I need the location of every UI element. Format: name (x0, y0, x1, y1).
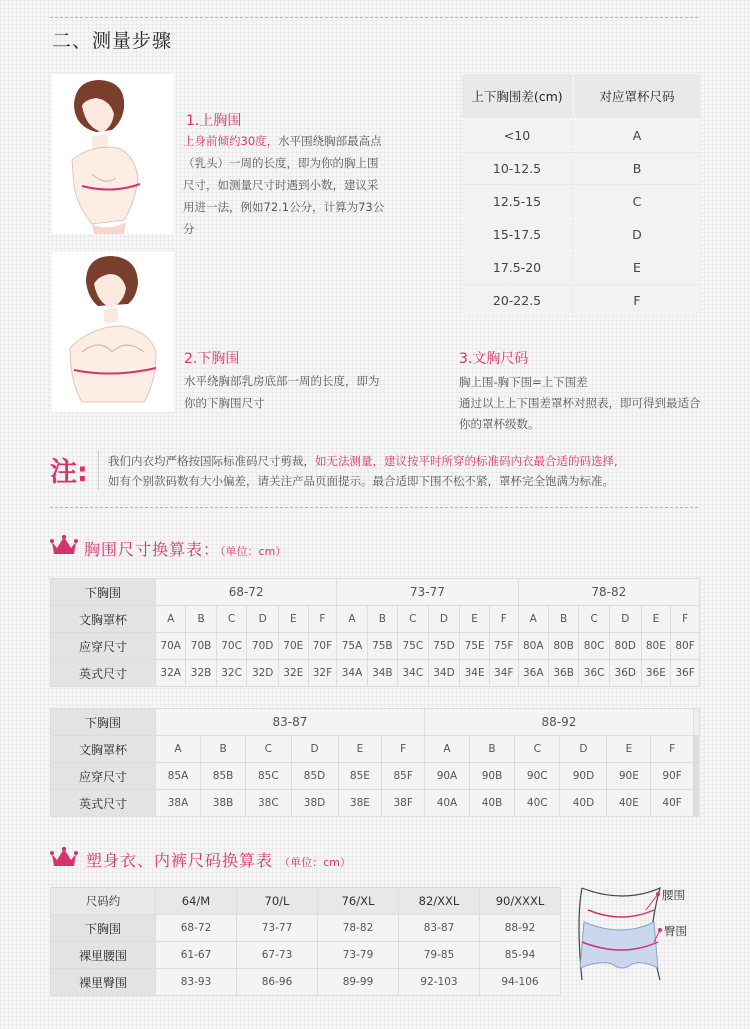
table-cell: A (156, 736, 200, 762)
table-cell: C (217, 606, 247, 632)
step1-text-highlight: 上身前倾约30度， (183, 134, 279, 148)
table-row (51, 763, 699, 789)
table-cell: 36A (519, 660, 548, 686)
table-cell: 34A (337, 660, 366, 686)
table-cell: 75F (490, 633, 518, 659)
column-header: 90/XXXL (480, 888, 560, 914)
table-cell: 80A (519, 633, 548, 659)
table-cell: F (651, 736, 693, 762)
note-text (108, 451, 708, 491)
bra-size-table-2 (50, 708, 700, 817)
table-cell: 32C (217, 660, 247, 686)
table-cell: 85-94 (480, 942, 560, 968)
table-cell: C (574, 186, 700, 217)
step2-text: 水平绕胸部乳房底部一周的长度，即为你的下胸围尺寸 (184, 374, 380, 410)
waist-label: 腰围 (662, 888, 685, 902)
crown-icon-svg-2 (50, 846, 78, 868)
table-cell: 85C (246, 763, 290, 789)
group-header: 83-87 (156, 709, 424, 735)
bra-table-title-text: 胸围尺寸换算表： (84, 540, 221, 559)
crown-icon (50, 534, 78, 560)
table-cell: 36E (642, 660, 671, 686)
table-cell: 67-73 (237, 942, 317, 968)
section-title: 二、测量步骤 (52, 30, 173, 52)
table-cell: A (425, 736, 469, 762)
table-cell: E (339, 736, 382, 762)
table-cell: D (610, 606, 641, 632)
row-label: 应穿尺寸 (51, 633, 155, 659)
table-cell: 15-17.5 (462, 219, 572, 250)
table-cell: 90A (425, 763, 469, 789)
table-cell: 75D (429, 633, 460, 659)
table-cell: 85D (292, 763, 338, 789)
row-label: 应穿尺寸 (51, 763, 155, 789)
table-cell: F (382, 736, 424, 762)
table-cell: E (642, 606, 671, 632)
table-cell: 75C (398, 633, 428, 659)
table-cell: 70F (309, 633, 337, 659)
upper-bust-illustration (52, 74, 174, 234)
table-cell: 85B (201, 763, 245, 789)
row-label: 英式尺寸 (51, 790, 155, 816)
table-cell: 83-87 (399, 915, 479, 941)
step2-title: 2.下胸围 (184, 351, 240, 367)
table-cell: 83-93 (156, 969, 236, 995)
table-cell: 38A (156, 790, 200, 816)
table-cell: 70A (156, 633, 185, 659)
table-cell: 85A (156, 763, 200, 789)
column-header: 64/M (156, 888, 236, 914)
bra-table-unit: （单位：cm） (220, 545, 287, 558)
table-cell: 40D (560, 790, 606, 816)
shapewear-size-table (50, 887, 561, 996)
table-row (462, 285, 700, 316)
table-cell: A (156, 606, 185, 632)
table-cell: D (247, 606, 278, 632)
table-row (462, 252, 700, 283)
table-cell: 34B (368, 660, 397, 686)
hip-label: 臀围 (664, 924, 687, 938)
underwear-diagram (572, 880, 712, 994)
table-cell: 75E (460, 633, 489, 659)
table-row (462, 153, 700, 184)
table-cell: 94-106 (480, 969, 560, 995)
group-header: 78-82 (519, 579, 699, 605)
table-cell: 79-85 (399, 942, 479, 968)
table-cell: 38D (292, 790, 338, 816)
table-cell: 32E (279, 660, 308, 686)
table-cell: 34D (429, 660, 460, 686)
table-cell: C (515, 736, 559, 762)
table-cell: 73-77 (237, 915, 317, 941)
table-cell: C (246, 736, 290, 762)
table-cell: 10-12.5 (462, 153, 572, 184)
row-label: 下胸围 (51, 579, 155, 605)
table-row (51, 579, 699, 605)
table-cell: A (574, 120, 700, 151)
table-cell: 90B (470, 763, 514, 789)
row-label: 英式尺寸 (51, 660, 155, 686)
row-label: 尺码约 (51, 888, 155, 914)
table-cell: B (549, 606, 578, 632)
note-line2: 如有个别款码数有大小偏差，请关注产品页面提示。最合适即下围不松不紧，罩杯完全饱满为标准。 (108, 474, 614, 488)
bra-table-2-wrap (50, 708, 700, 817)
table-cell: 75A (337, 633, 366, 659)
table-cell: 32F (309, 660, 337, 686)
step3-line2: 通过以上上下围差罩杯对照表，即可得到最适合你的罩杯级数。 (459, 396, 701, 431)
table-cell: 40E (607, 790, 650, 816)
table-cell: 90C (515, 763, 559, 789)
step3-title: 3.文胸尺码 (459, 351, 529, 367)
empty-cell (694, 709, 699, 735)
shape-table-title-text: 塑身衣、内裤尺码换算表 (86, 851, 274, 870)
table-row (51, 736, 699, 762)
table-cell: B (574, 153, 700, 184)
table-cell: 70B (186, 633, 215, 659)
table-cell: D (292, 736, 338, 762)
table-cell: 36F (671, 660, 699, 686)
table-cell: 80D (610, 633, 641, 659)
table-cell: 70D (247, 633, 278, 659)
woman-illustration (52, 74, 174, 234)
table-cell: 89-99 (318, 969, 398, 995)
woman-illustration-2 (52, 252, 174, 412)
table-cell: F (490, 606, 518, 632)
row-label: 下胸围 (51, 709, 155, 735)
table-cell: B (201, 736, 245, 762)
step1-title: 1.上胸围 (186, 113, 242, 129)
shape-table-wrap (50, 887, 561, 996)
table-cell: 78-82 (318, 915, 398, 941)
table-cell: A (337, 606, 366, 632)
table-cell: D (560, 736, 606, 762)
table-cell: 40C (515, 790, 559, 816)
table-cell: 90D (560, 763, 606, 789)
step1-text-body: 水平围绕胸部最高点（乳头）一周的长度，即为你的胸上围尺寸，如测量尺寸时遇到小数，建议采用进一法，例如72.1公分，计算为73公分 (183, 134, 385, 236)
group-header: 73-77 (337, 579, 517, 605)
table-cell: <10 (462, 120, 572, 151)
note-mark: 注: (50, 457, 88, 488)
table-cell: D (574, 219, 700, 250)
step1-text (183, 130, 389, 240)
table-cell: D (429, 606, 460, 632)
table-cell: 92-103 (399, 969, 479, 995)
row-label: 裸里腰围 (51, 942, 155, 968)
note-part2: 如无法测量，建议按平时所穿的标准码内衣最合适的码选择, (315, 454, 618, 468)
table-cell: 36B (549, 660, 578, 686)
table-cell: A (519, 606, 548, 632)
crown-icon-svg (50, 534, 78, 556)
table-row (462, 120, 700, 151)
table-cell: 34E (460, 660, 489, 686)
table-cell: 70E (279, 633, 308, 659)
table-cell: E (607, 736, 650, 762)
table-cell: 34F (490, 660, 518, 686)
crown-icon (50, 846, 78, 872)
bra-table-1-wrap (50, 578, 700, 687)
table-row (51, 709, 699, 735)
table-row (51, 606, 699, 632)
table-cell: 86-96 (237, 969, 317, 995)
cup-table-header-cup: 对应罩杯尺码 (574, 74, 700, 118)
table-cell: 20-22.5 (462, 285, 572, 316)
table-cell: 85E (339, 763, 382, 789)
table-cell: F (671, 606, 699, 632)
row-label: 下胸围 (51, 915, 155, 941)
row-label: 文胸罩杯 (51, 736, 155, 762)
table-cell: 36D (610, 660, 641, 686)
table-row (51, 888, 560, 914)
table-cell: 12.5-15 (462, 186, 572, 217)
note-divider (98, 450, 99, 490)
table-cell: 70C (217, 633, 247, 659)
table-cell: F (309, 606, 337, 632)
table-row (51, 915, 560, 941)
bra-size-table-1 (50, 578, 700, 687)
table-cell: 68-72 (156, 915, 236, 941)
bra-table-title (84, 537, 286, 560)
table-cell: 80E (642, 633, 671, 659)
table-cell: B (186, 606, 215, 632)
table-row (462, 219, 700, 250)
row-label: 裸里臀围 (51, 969, 155, 995)
underwear-diagram-svg (572, 880, 712, 990)
table-cell: 36C (579, 660, 609, 686)
table-row (51, 660, 699, 686)
table-cell: 32D (247, 660, 278, 686)
table-cell: 80F (671, 633, 699, 659)
mid-divider (50, 507, 698, 508)
under-bust-illustration (52, 252, 174, 412)
table-cell: 88-92 (480, 915, 560, 941)
table-cell: 32A (156, 660, 185, 686)
shape-table-unit: （单位：cm） (279, 856, 351, 869)
table-cell: E (460, 606, 489, 632)
table-row (462, 186, 700, 217)
table-cell: F (574, 285, 700, 316)
table-cell: 90F (651, 763, 693, 789)
table-row (51, 942, 560, 968)
table-cell: E (574, 252, 700, 283)
table-cell: 38E (339, 790, 382, 816)
table-cell: 40A (425, 790, 469, 816)
table-cell: 38B (201, 790, 245, 816)
column-header: 82/XXL (399, 888, 479, 914)
table-cell: B (368, 606, 397, 632)
table-row (51, 969, 560, 995)
table-cell: 75B (368, 633, 397, 659)
cup-size-table (460, 72, 702, 318)
shape-table-title (86, 848, 351, 871)
table-cell: E (279, 606, 308, 632)
cup-table-header-diff: 上下胸围差(cm) (462, 74, 572, 118)
table-cell: 32B (186, 660, 215, 686)
table-cell: 80C (579, 633, 609, 659)
table-cell: 17.5-20 (462, 252, 572, 283)
row-label: 文胸罩杯 (51, 606, 155, 632)
step3-text (459, 372, 703, 435)
table-cell: 34C (398, 660, 428, 686)
table-row (51, 633, 699, 659)
table-cell: 38F (382, 790, 424, 816)
top-divider (50, 17, 698, 18)
column-header: 70/L (237, 888, 317, 914)
table-cell: 80B (549, 633, 578, 659)
table-cell: 85F (382, 763, 424, 789)
table-cell: C (398, 606, 428, 632)
step3-line1: 胸上围-胸下围=上下围差 (459, 375, 588, 389)
table-cell: 40B (470, 790, 514, 816)
table-cell: 40F (651, 790, 693, 816)
cup-size-table-wrap (460, 72, 702, 318)
table-cell: C (579, 606, 609, 632)
note-part1: 我们内衣均严格按国际标准码尺寸剪裁， (108, 454, 315, 468)
group-header: 68-72 (156, 579, 336, 605)
column-header: 76/XL (318, 888, 398, 914)
table-cell: 61-67 (156, 942, 236, 968)
group-header: 88-92 (425, 709, 693, 735)
table-cell: 90E (607, 763, 650, 789)
table-cell: 73-79 (318, 942, 398, 968)
table-row (51, 790, 699, 816)
table-cell: 38C (246, 790, 290, 816)
table-cell: B (470, 736, 514, 762)
